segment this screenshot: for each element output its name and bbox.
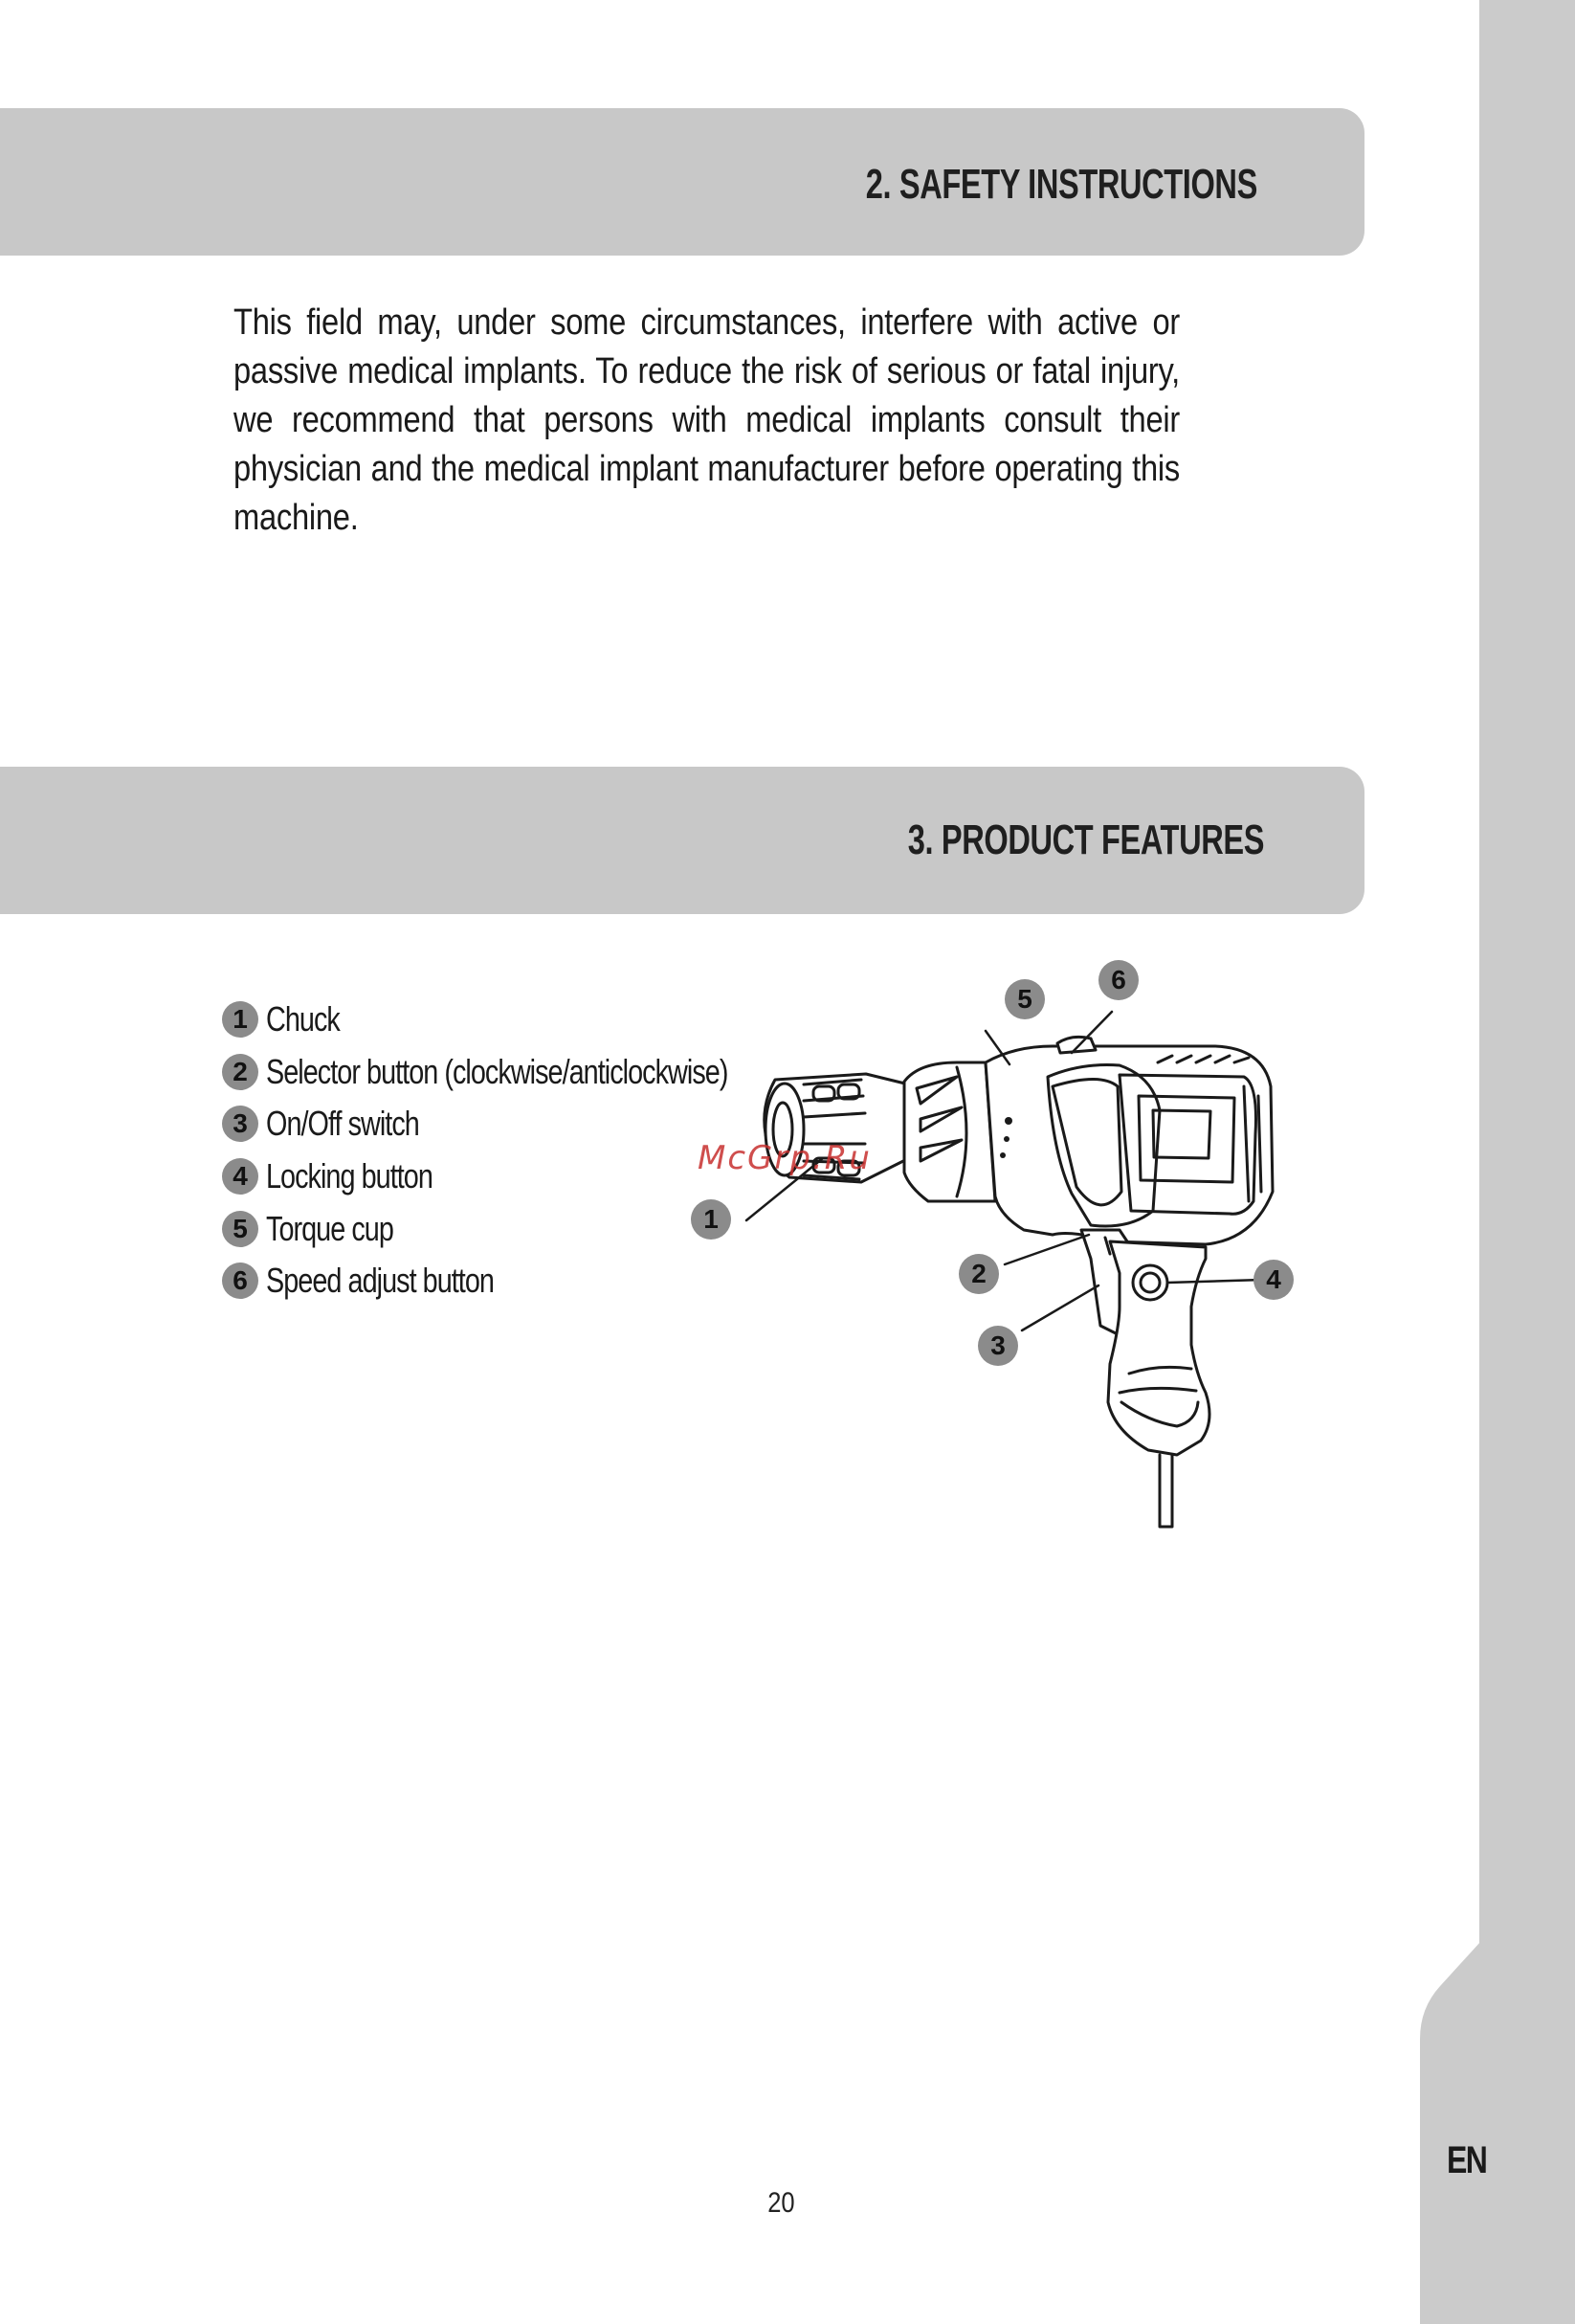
language-label: EN [1447,2139,1487,2181]
page-number: 20 [767,2187,795,2219]
callout-4: 4 [1253,1260,1294,1300]
callout-3: 3 [978,1326,1018,1366]
watermark: McGrp.Ru [698,1139,872,1177]
feature-number-badge: 2 [222,1054,258,1090]
safety-section-title: 2. SAFETY INSTRUCTIONS [865,161,1257,208]
feature-label: Selector button (clockwise/anticlockwise) [266,1051,728,1091]
safety-header-band [0,108,1364,256]
feature-number-badge: 5 [222,1211,258,1247]
callout-1: 1 [691,1199,731,1240]
features-section-title: 3. PRODUCT FEATURES [907,816,1264,863]
feature-label: Locking button [266,1156,433,1196]
callout-2: 2 [959,1254,999,1294]
feature-number-badge: 6 [222,1263,258,1299]
callout-6: 6 [1098,960,1139,1000]
feature-number-badge: 3 [222,1106,258,1142]
features-header-band [0,767,1364,914]
callout-5: 5 [1005,979,1045,1019]
safety-paragraph: This field may, under some circumstances, interfere with active or passive medical implants. To reduce the risk of serious or fatal injury, we recommend that persons with medical implants consult their physician and the medical implant manufacturer before operating this machine. [233,302,1180,538]
feature-number-badge: 1 [222,1001,258,1038]
feature-number-badge: 4 [222,1158,258,1195]
feature-label: Chuck [266,999,340,1039]
feature-label: Speed adjust button [266,1261,494,1301]
drill-illustration [670,943,1320,1536]
feature-label: On/Off switch [266,1104,419,1144]
feature-label: Torque cup [266,1208,393,1248]
